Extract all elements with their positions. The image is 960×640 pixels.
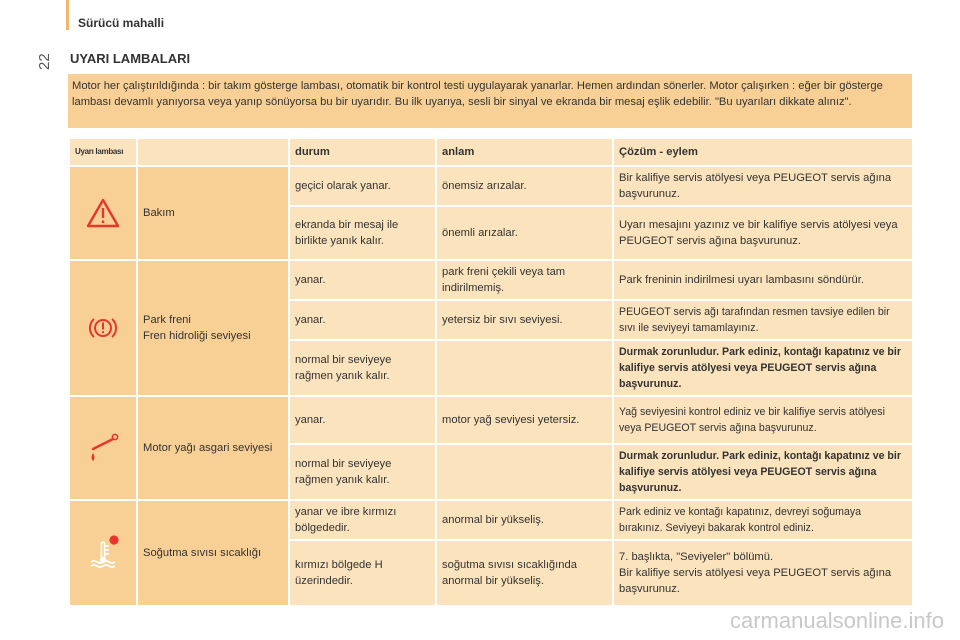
- header-name: [137, 138, 289, 166]
- page-number: 22: [36, 53, 53, 70]
- coolant-temperature-icon: [75, 534, 131, 572]
- table-row: [69, 500, 913, 540]
- table-row: [69, 396, 913, 444]
- coolant-icon-cell: [69, 500, 137, 606]
- action-cell: PEUGEOT servis ağı tarafından resmen tavsiye edilen bir sıvı ile seviyeyi tamamlayınız.: [613, 300, 913, 340]
- parking-brake-icon: [75, 316, 131, 340]
- condition-cell: kırmızı bölgede H üzerindedir.: [289, 540, 436, 606]
- section-header: Sürücü mahalli: [78, 16, 165, 30]
- condition-cell: yanar.: [289, 260, 436, 300]
- section-accent-bar: [66, 0, 69, 30]
- lamp-name-line: Fren hidroliği seviyesi: [143, 330, 251, 342]
- condition-cell: normal bir seviyeye rağmen yanık kalır.: [289, 444, 436, 500]
- condition-cell: yanar ve ibre kırmızı bölgededir.: [289, 500, 436, 540]
- header-lamp: Uyarı lambası: [69, 138, 137, 166]
- meaning-cell: park freni çekili veya tam indirilmemiş.: [436, 260, 613, 300]
- action-line: Bir kalifiye servis atölyesi veya PEUGEOT servis ağına başvurunuz.: [619, 567, 892, 595]
- header-condition: durum: [289, 138, 436, 166]
- meaning-cell: motor yağ seviyesi yetersiz.: [436, 396, 613, 444]
- header-meaning: anlam: [436, 138, 613, 166]
- action-cell: Park freninin indirilmesi uyarı lambasını söndürür.: [613, 260, 913, 300]
- intro-text: Motor her çalıştırıldığında : bir takım gösterge lambası, otomatik bir kontrol testi uygulayarak yanarlar. Hemen ardından sönerler. Motor çalışırken : eğer bir gösterge lambası devamlı yanıyorsa veya yanıp sönüyorsa bu bir uyarıdır. Bu ilk uyarıya, sesli bir sinyal ve ekranda bir mesaj eşlik edebilir. "Bu uyarıları dikkate alınız".: [72, 80, 883, 109]
- lamp-name-oil-level: Motor yağı asgari seviyesi: [137, 396, 289, 500]
- meaning-cell: önemsiz arızalar.: [436, 166, 613, 206]
- meaning-cell: [436, 340, 613, 396]
- action-cell: Durmak zorunludur. Park ediniz, kontağı kapatınız ve bir kalifiye servis atölyesi veya PEUGEOT servis ağına başvurunuz.: [613, 340, 913, 396]
- intro-box: [68, 74, 912, 128]
- warning-lights-table: [68, 137, 914, 607]
- page-title: UYARI LAMBALARI: [70, 51, 191, 66]
- lamp-name-parking-brake: [137, 260, 289, 396]
- parking-brake-icon-cell: [69, 260, 137, 396]
- condition-cell: yanar.: [289, 396, 436, 444]
- action-cell: Park ediniz ve kontağı kapatınız, devreyi soğumaya bırakınız. Seviyeyi bakarak kontrol ediniz.: [613, 500, 913, 540]
- header-action: Çözüm - eylem: [613, 138, 913, 166]
- condition-cell: yanar.: [289, 300, 436, 340]
- action-cell: Durmak zorunludur. Park ediniz, kontağı kapatınız ve bir kalifiye servis atölyesi veya PEUGEOT servis ağına başvurunuz.: [613, 444, 913, 500]
- condition-cell: normal bir seviyeye rağmen yanık kalır.: [289, 340, 436, 396]
- action-cell: Yağ seviyesini kontrol ediniz ve bir kalifiye servis atölyesi veya PEUGEOT servis ağına başvurunuz.: [613, 396, 913, 444]
- table-row: [69, 166, 913, 206]
- oil-icon-cell: [69, 396, 137, 500]
- action-line: 7. başlıkta, "Seviyeler" bölümü.: [619, 551, 774, 563]
- meaning-cell: anormal bir yükseliş.: [436, 500, 613, 540]
- meaning-cell: önemli arızalar.: [436, 206, 613, 260]
- maintenance-warning-triangle-icon: [75, 198, 131, 228]
- oil-pressure-icon: [75, 431, 131, 465]
- condition-cell: geçici olarak yanar.: [289, 166, 436, 206]
- lamp-name-line: Park freni: [143, 314, 191, 326]
- action-cell: Uyarı mesajını yazınız ve bir kalifiye servis atölyesi veya PEUGEOT servis ağına başvurunuz.: [613, 206, 913, 260]
- meaning-cell: soğutma sıvısı sıcaklığında anormal bir yükseliş.: [436, 540, 613, 606]
- meaning-cell: [436, 444, 613, 500]
- action-cell: [613, 540, 913, 606]
- watermark: carmanualsonline.info: [729, 608, 944, 633]
- condition-cell: ekranda bir mesaj ile birlikte yanık kalır.: [289, 206, 436, 260]
- maintenance-icon-cell: [69, 166, 137, 260]
- table-header-row: [69, 138, 913, 166]
- lamp-name-coolant: Soğutma sıvısı sıcaklığı: [137, 500, 289, 606]
- action-cell: Bir kalifiye servis atölyesi veya PEUGEOT servis ağına başvurunuz.: [613, 166, 913, 206]
- table-row: [69, 260, 913, 300]
- meaning-cell: yetersiz bir sıvı seviyesi.: [436, 300, 613, 340]
- lamp-name-maintenance: Bakım: [137, 166, 289, 260]
